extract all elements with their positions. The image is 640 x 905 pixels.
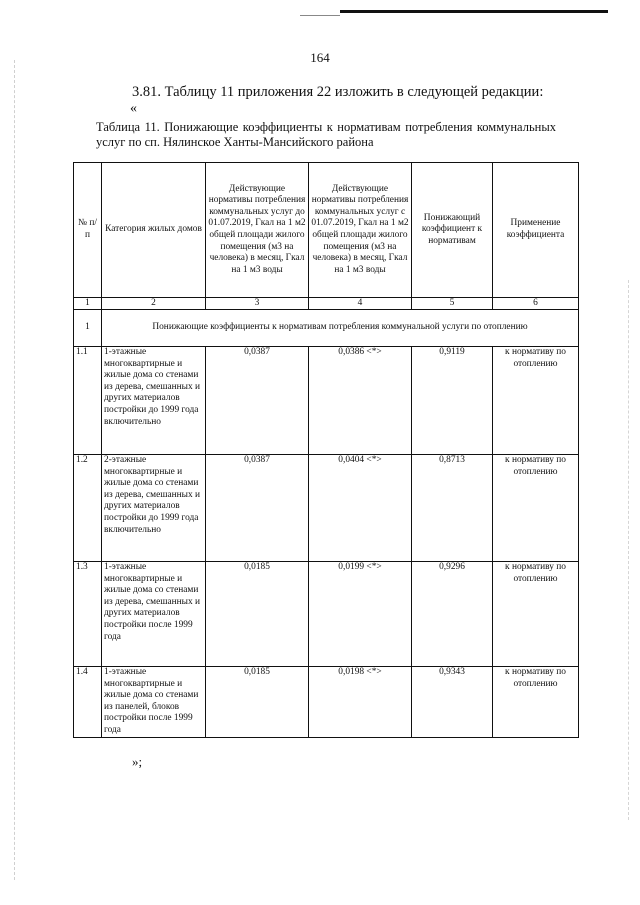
scan-edge-right: [628, 280, 629, 820]
header-norm-before: Действующие нормативы потребления коммунальных услуг до 01.07.2019, Гкал на 1 м2 общей площади жилого помещения (м3 на человека) в месяц, Гкал на 1 м3 воды: [206, 163, 309, 298]
section-title: Понижающие коэффициенты к нормативам потребления коммунальной услуги по отоплению: [102, 310, 579, 347]
amendment-heading: 3.81. Таблицу 11 приложения 22 изложить в следующей редакции:: [132, 84, 544, 100]
row-category: 1-этажные многоквартирные и жилые дома со стенами из панелей, блоков постройки после 1999 года: [102, 667, 206, 738]
header-norm-after: Действующие нормативы потребления коммунальных услуг с 01.07.2019, Гкал на 1 м2 общей площади жилого помещения (м3 на человека) в месяц, Гкал на 1 м3 воды: [309, 163, 412, 298]
header-category: Категория жилых домов: [102, 163, 206, 298]
table-row: [74, 667, 579, 738]
row-application: к нормативу по отоплению: [493, 347, 579, 455]
row-norm-before: 0,0185: [206, 667, 309, 738]
table-header-row: [74, 163, 579, 298]
coefficients-table: [73, 162, 579, 738]
row-number: 1.4: [74, 667, 102, 738]
table-row: [74, 455, 579, 562]
row-category: 1-этажные многоквартирные и жилые дома со стенами из дерева, смешанных и других материалов постройки до 1999 года включительно: [102, 347, 206, 455]
column-numbers-row: [74, 298, 579, 310]
row-coefficient: 0,9296: [412, 562, 493, 667]
column-number: 6: [493, 298, 579, 310]
column-number: 5: [412, 298, 493, 310]
row-coefficient: 0,9343: [412, 667, 493, 738]
row-norm-after: 0,0404 <*>: [309, 455, 412, 562]
row-application: к нормативу по отоплению: [493, 455, 579, 562]
row-category: 1-этажные многоквартирные и жилые дома со стенами из дерева, смешанных и других материалов постройки после 1999 года: [102, 562, 206, 667]
open-quote: «: [130, 101, 137, 116]
row-number: 1.3: [74, 562, 102, 667]
table-row: [74, 562, 579, 667]
table-row: [74, 347, 579, 455]
table-caption: Таблица 11. Понижающие коэффициенты к нормативам потребления коммунальных услуг по сп. Нялинское Ханты-Мансийского района: [96, 120, 556, 149]
header-application: Применение коэффициента: [493, 163, 579, 298]
section-number: 1: [74, 310, 102, 347]
page-number: 164: [310, 50, 330, 65]
row-coefficient: 0,8713: [412, 455, 493, 562]
row-norm-before: 0,0387: [206, 347, 309, 455]
row-norm-before: 0,0387: [206, 455, 309, 562]
row-norm-after: 0,0386 <*>: [309, 347, 412, 455]
row-coefficient: 0,9119: [412, 347, 493, 455]
row-application: к нормативу по отоплению: [493, 562, 579, 667]
top-rule: [340, 10, 608, 13]
row-application: к нормативу по отоплению: [493, 667, 579, 738]
row-number: 1.1: [74, 347, 102, 455]
column-number: 3: [206, 298, 309, 310]
row-norm-after: 0,0199 <*>: [309, 562, 412, 667]
column-number: 4: [309, 298, 412, 310]
section-row: [74, 310, 579, 347]
scan-edge-left: [14, 60, 15, 880]
column-number: 2: [102, 298, 206, 310]
top-rule-thin: [300, 15, 340, 16]
row-norm-after: 0,0198 <*>: [309, 667, 412, 738]
header-coefficient: Понижающий коэффициент к нормативам: [412, 163, 493, 298]
close-quote: »;: [132, 754, 143, 769]
header-num: № п/п: [74, 163, 102, 298]
row-number: 1.2: [74, 455, 102, 562]
column-number: 1: [74, 298, 102, 310]
row-category: 2-этажные многоквартирные и жилые дома со стенами из дерева, смешанных и других материалов постройки до 1999 года включительно: [102, 455, 206, 562]
row-norm-before: 0,0185: [206, 562, 309, 667]
